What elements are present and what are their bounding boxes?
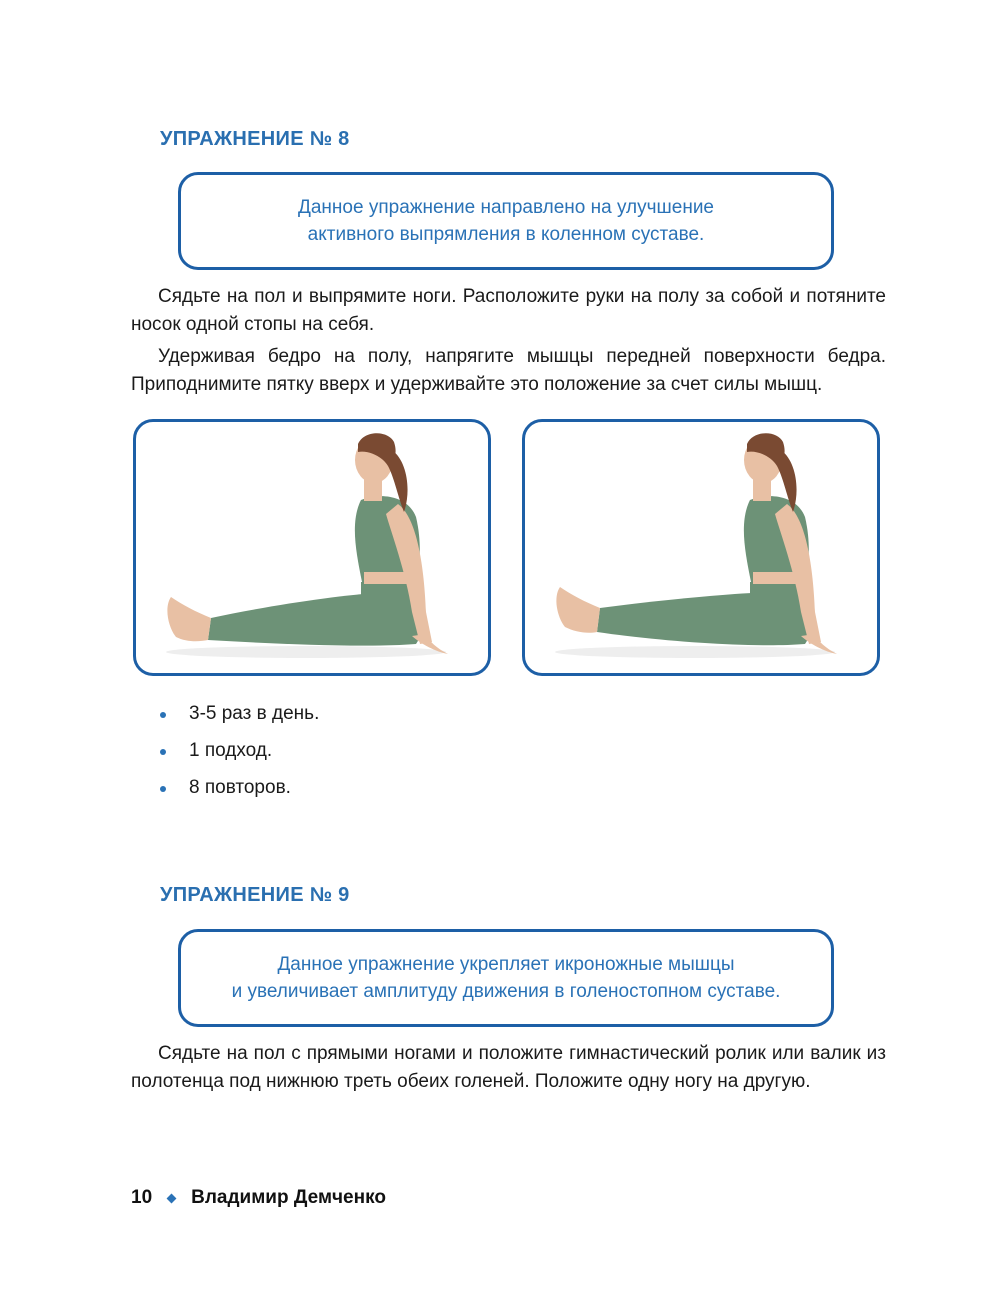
list-item: 8 повторов. [160, 774, 319, 811]
seated-woman-photo-heel-raised [522, 419, 880, 676]
bullet-icon [160, 749, 166, 755]
exercise-9-callout-line-1: Данное упражнение укрепляет икроножные мышцы [277, 954, 735, 975]
seated-woman-photo-start [133, 419, 491, 676]
diamond-icon [167, 1193, 177, 1203]
page-footer [131, 1187, 386, 1209]
exercise-8-bullet-list [160, 700, 319, 811]
bullet-icon [160, 712, 166, 718]
exercise-9-callout-line-2: и увеличивает амплитуду движения в голеностопном суставе. [231, 981, 781, 1002]
seated-woman-illustration [525, 422, 877, 673]
exercise-8-title: УПРАЖНЕНИЕ № 8 [160, 128, 350, 150]
exercise-9-title: УПРАЖНЕНИЕ № 9 [160, 884, 350, 906]
exercise-8-callout [178, 172, 834, 270]
exercise-8-callout-line-2: активного выпрямления в коленном суставе. [307, 224, 705, 245]
list-item: 3-5 раз в день. [160, 700, 319, 737]
exercise-8-paragraph-2: Удерживая бедро на полу, напрягите мышцы передней поверхности бедра. Приподнимите пятку вверх и удерживайте это положение за счет силы мышц. [131, 346, 886, 395]
exercise-9-paragraph-1: Сядьте на пол с прямыми ногами и положите гимнастический ролик или валик из полотенца под нижнюю треть обеих голеней. Положите одну ногу на другую. [131, 1043, 886, 1092]
seated-woman-illustration [136, 422, 488, 673]
author-name: Владимир Демченко [191, 1187, 386, 1208]
exercise-9-callout [178, 929, 834, 1027]
list-item: 1 подход. [160, 737, 319, 774]
exercise-8-paragraph-1: Сядьте на пол и выпрямите ноги. Расположите руки на полу за собой и потяните носок одной стопы на себя. [131, 286, 886, 335]
exercise-8-callout-line-1: Данное упражнение направлено на улучшение [298, 197, 714, 218]
bullet-icon [160, 786, 166, 792]
page-number: 10 [131, 1187, 153, 1208]
